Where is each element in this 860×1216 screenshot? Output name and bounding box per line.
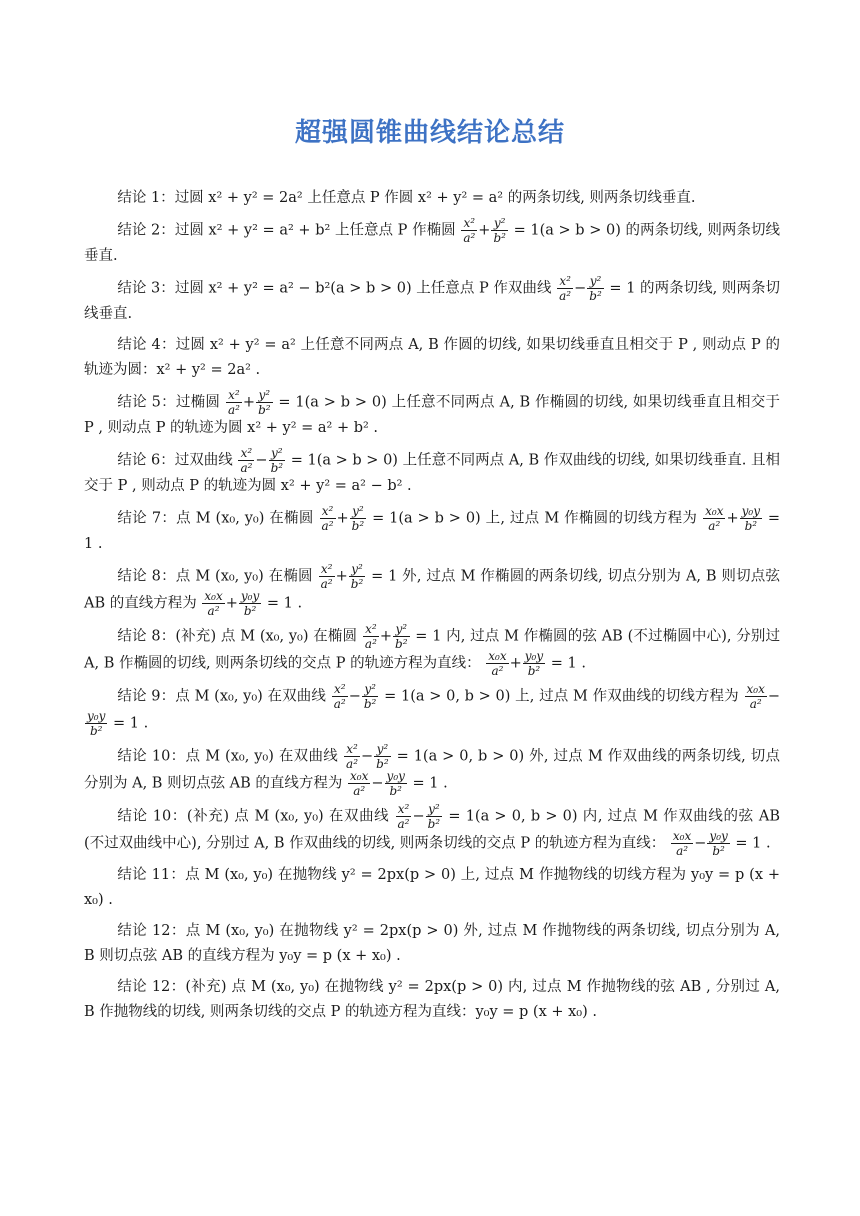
conclusion-text: = 1 . (412, 775, 448, 792)
conclusion-5: 结论 5：过椭圆 $\frac{\text{x²}}{\text{a²}}$ + $\frac{\text{y²}}{\text{b²}}$ = 1(a > b > 0) 上任意不同两点 A, B 作椭圆的切线, 如果切线垂直且相交于 P , 则动点 P 的轨迹为圆 x² + y² = a² + b² . (84, 388, 781, 436)
conclusion-label: 结论 12： (117, 923, 186, 939)
fraction-x0x-a2: $\frac{\text{x₀x}}{\text{a²}}$ (705, 504, 724, 533)
fraction-x0x-a2: $\frac{\text{x₀x}}{\text{a²}}$ (488, 649, 507, 678)
conclusion-text: 点 M (x₀, y₀) 在双曲线 (185, 748, 339, 765)
fraction-y2-b2: $\frac{\text{y²}}{\text{b²}}$ (270, 446, 284, 475)
conclusion-8: 结论 8：点 M (x₀, y₀) 在椭圆 $\frac{\text{x²}}{\text{a²}}$ + $\frac{\text{y²}}{\text{b²}}$ = 1 外, 过点 M 作椭圆的两条切线, 切点分别为 A, B 则切点弦 AB 的直线方程为 $\frac{\text{x₀x}}{\text{a²}}$ + $\frac{\text{y₀y}}{\text{b²}}$ = 1 . (84, 562, 781, 618)
fraction-x2-a2: $\frac{\text{x²}}{\text{a²}}$ (364, 622, 377, 651)
conclusion-label: 结论 12： (117, 979, 186, 995)
fraction-y2-b2: $\frac{\text{y²}}{\text{b²}}$ (363, 682, 377, 711)
fraction-x0x-a2: $\frac{\text{x₀x}}{\text{a²}}$ (204, 589, 223, 618)
fraction-y2-b2: $\frac{\text{y²}}{\text{b²}}$ (427, 802, 441, 831)
conclusion-1 (84, 186, 780, 211)
conclusion-label: 结论 11： (117, 867, 186, 883)
fraction-x2-a2: $\frac{\text{x²}}{\text{a²}}$ (240, 446, 253, 475)
conclusion-text: = 1 内, 过点 M 作椭圆的弦 AB (不过椭圆中心), 分别过 A, B 作椭圆的切线, 则两条切线的交点 P 的轨迹方程为直线： (84, 628, 781, 672)
conclusion-label: 结论 10： (117, 808, 187, 825)
fraction-y2-b2: $\frac{\text{y²}}{\text{b²}}$ (589, 274, 602, 303)
fraction-y0y-b2: $\frac{\text{y₀y}}{\text{b²}}$ (741, 504, 760, 533)
fraction-y2-b2: $\frac{\text{y²}}{\text{b²}}$ (395, 622, 408, 651)
conclusion-2: 结论 2：过圆 x² + y² = a² + b² 上任意点 P 作椭圆 $\frac{\text{x²}}{\text{a²}}$ + $\frac{\text{y²}}{\text{b²}}$ = 1(a > b > 0) 的两条切线, 则两条切线垂直. (84, 216, 781, 264)
conclusion-text: = 1(a > 0, b > 0) 上, 过点 M 作双曲线的切线方程为 (384, 688, 739, 705)
conclusion-text: 点 M (x₀, y₀) 在椭圆 (176, 510, 314, 527)
fraction-y0y-b2: $\frac{\text{y₀y}}{\text{b²}}$ (709, 829, 728, 858)
fraction-x0x-a2: $\frac{\text{x₀x}}{\text{a²}}$ (672, 829, 692, 858)
conclusion-9: 结论 9：点 M (x₀, y₀) 在双曲线 $\frac{\text{x²}}{\text{a²}}$ − $\frac{\text{y²}}{\text{b²}}$ = 1(a > 0, b > 0) 上, 过点 M 作双曲线的切线方程为 $\frac{\text{x₀x}}{\text{a²}}$ − $\frac{\text{y₀y}}{\text{b²}}$ = 1 . (87, 682, 781, 738)
fraction-x2-a2: $\frac{\text{x²}}{\text{a²}}$ (463, 216, 476, 245)
conclusion-6: 结论 6：过双曲线 $\frac{\text{x²}}{\text{a²}}$ − $\frac{\text{y²}}{\text{b²}}$ = 1(a > b > 0) 上任意不同两点 A, B 作双曲线的切线, 如果切线垂直. 且相交于 P , 则动点 P 的轨迹为圆 x² + y² = a² − b² . (84, 446, 780, 494)
conclusion-text: 点 M (x₀, y₀) 在椭圆 (175, 568, 313, 585)
conclusion-text: = 1(a > b > 0) 上任意不同两点 A, B 作双曲线的切线, 如果切线垂直. 且相交于 P , 则动点 P 的轨迹为圆 x² + y² = a² − b² . (84, 452, 780, 494)
fraction-y2-b2: $\frac{\text{y²}}{\text{b²}}$ (493, 216, 506, 245)
conclusion-11 (84, 863, 780, 913)
conclusion-text: 过椭圆 (175, 394, 221, 411)
fraction-y2-b2: $\frac{\text{y²}}{\text{b²}}$ (376, 742, 389, 771)
conclusion-text: 过圆 x² + y² = 2a² 上任意点 P 作圆 x² + y² = a² 的两条切线, 则两条切线垂直. (174, 190, 696, 206)
conclusion-label: 结论 5： (117, 394, 176, 411)
conclusion-10-supplement: 结论 10：(补充) 点 M (x₀, y₀) 在双曲线 $\frac{\text{x²}}{\text{a²}}$ − $\frac{\text{y²}}{\text{b²}}$ = 1(a > 0, b > 0) 内, 过点 M 作双曲线的弦 AB (不过双曲线中心), 分别过 A, B 作双曲线的切线, 则两条切线的交点 P 的轨迹方程为直线： $\frac{\text{x₀x}}{\text{a²}}$ − $\frac{\text{y₀y}}{\text{b²}}$ = 1 . (84, 802, 781, 858)
fraction-y2-b2: $\frac{\text{y²}}{\text{b²}}$ (258, 388, 271, 417)
conclusion-text: 过双曲线 (174, 452, 233, 469)
conclusion-label: 结论 7： (117, 510, 177, 527)
conclusion-label: 结论 1： (117, 190, 175, 206)
fraction-x2-a2: $\frac{\text{x²}}{\text{a²}}$ (320, 562, 333, 591)
fraction-y2-b2: $\frac{\text{y²}}{\text{b²}}$ (351, 504, 365, 533)
conclusion-label: 结论 4： (117, 337, 176, 353)
conclusion-text: (补充) 点 M (x₀, y₀) 在抛物线 y² = 2px(p > 0) 内, 过点 M 作抛物线的弦 AB , 分别过 A, B 作抛物线的切线, 则两条切线的交点 P 的轨迹方程为直线：y₀y = p (x + x₀) . (84, 979, 781, 1020)
conclusion-text: = 1 . (266, 595, 303, 612)
conclusion-12 (84, 919, 780, 969)
conclusion-text: = 1(a > b > 0) 上, 过点 M 作椭圆的切线方程为 (372, 510, 698, 527)
conclusion-4 (84, 333, 780, 383)
conclusion-text: = 1 . (84, 510, 781, 552)
conclusion-text: = 1(a > 0, b > 0) 外, 过点 M 作双曲线的两条切线, 切点分别为 A, B 则切点弦 AB 的直线方程为 (84, 748, 781, 792)
conclusion-text: = 1(a > 0, b > 0) 内, 过点 M 作双曲线的弦 AB (不过双曲线中心), 分别过 A, B 作双曲线的切线, 则两条切线的交点 P 的轨迹方程为直线： (84, 808, 781, 852)
conclusion-8-supplement: 结论 8：(补充) 点 M (x₀, y₀) 在椭圆 $\frac{\text{x²}}{\text{a²}}$ + $\frac{\text{y²}}{\text{b²}}$ = 1 内, 过点 M 作椭圆的弦 AB (不过椭圆中心), 分别过 A, B 作椭圆的切线, 则两条切线的交点 P 的轨迹方程为直线： $\frac{\text{x₀x}}{\text{a²}}$ + $\frac{\text{y₀y}}{\text{b²}}$ = 1 . (84, 622, 781, 678)
conclusion-text: 点 M (x₀, y₀) 在双曲线 (175, 688, 327, 705)
fraction-x0x-a2: $\frac{\text{x₀x}}{\text{a²}}$ (350, 769, 369, 798)
conclusion-text: (补充) 点 M (x₀, y₀) 在双曲线 (186, 808, 390, 825)
conclusion-text: = 1 . (112, 715, 149, 732)
conclusion-text: 点 M (x₀, y₀) 在抛物线 y² = 2px(p > 0) 外, 过点 M 作抛物线的两条切线, 切点分别为 A, B 则切点弦 AB 的直线方程为 y₀y = p (x + x₀) . (84, 923, 780, 964)
conclusion-label: 结论 2： (117, 222, 175, 239)
fraction-y0y-b2: $\frac{\text{y₀y}}{\text{b²}}$ (386, 769, 405, 798)
conclusion-label: 结论 9： (117, 688, 176, 705)
fraction-y2-b2: $\frac{\text{y²}}{\text{b²}}$ (350, 562, 364, 591)
conclusion-text: = 1 . (550, 655, 586, 672)
fraction-y0y-b2: $\frac{\text{y₀y}}{\text{b²}}$ (87, 709, 106, 738)
fraction-x2-a2: $\frac{\text{x²}}{\text{a²}}$ (346, 742, 359, 771)
fraction-x2-a2: $\frac{\text{x²}}{\text{a²}}$ (227, 388, 240, 417)
conclusion-text: = 1 外, 过点 M 作椭圆的两条切线, 切点分别为 A, B 则切点弦 AB 的直线方程为 (84, 568, 781, 612)
conclusion-text: = 1 的两条切线, 则两条切线垂直. (84, 280, 781, 322)
conclusion-label: 结论 8： (117, 628, 176, 645)
conclusion-text: 过圆 x² + y² = a² 上任意不同两点 A, B 作圆的切线, 如果切线垂直且相交于 P , 则动点 P 的轨迹为圆：x² + y² = 2a² . (84, 337, 780, 378)
fraction-x2-a2: $\frac{\text{x²}}{\text{a²}}$ (333, 682, 346, 711)
conclusion-list (84, 186, 780, 1031)
conclusion-text: 点 M (x₀, y₀) 在抛物线 y² = 2px(p > 0) 上, 过点 M 作抛物线的切线方程为 y₀y = p (x + x₀) . (84, 867, 780, 908)
conclusion-label: 结论 8： (117, 568, 176, 585)
conclusion-text: = 1(a > b > 0) 的两条切线, 则两条切线垂直. (84, 222, 781, 264)
fraction-x2-a2: $\frac{\text{x²}}{\text{a²}}$ (559, 274, 572, 303)
conclusion-text: 过圆 x² + y² = a² + b² 上任意点 P 作椭圆 (174, 222, 456, 239)
conclusion-12-supplement (84, 975, 780, 1025)
conclusion-text: = 1 . (735, 835, 771, 852)
fraction-x2-a2: $\frac{\text{x²}}{\text{a²}}$ (321, 504, 334, 533)
fraction-y0y-b2: $\frac{\text{y₀y}}{\text{b²}}$ (240, 589, 260, 618)
fraction-x0x-a2: $\frac{\text{x₀x}}{\text{a²}}$ (746, 682, 765, 711)
conclusion-7: 结论 7：点 M (x₀, y₀) 在椭圆 $\frac{\text{x²}}{\text{a²}}$ + $\frac{\text{y²}}{\text{b²}}$ = 1(a > b > 0) 上, 过点 M 作椭圆的切线方程为 $\frac{\text{x₀x}}{\text{a²}}$ + $\frac{\text{y₀y}}{\text{b²}}$ = 1 . (84, 504, 781, 552)
fraction-y0y-b2: $\frac{\text{y₀y}}{\text{b²}}$ (524, 649, 544, 678)
page-title: 超强圆锥曲线结论总结 (294, 118, 565, 148)
conclusion-10: 结论 10：点 M (x₀, y₀) 在双曲线 $\frac{\text{x²}}{\text{a²}}$ − $\frac{\text{y²}}{\text{b²}}$ = 1(a > 0, b > 0) 外, 过点 M 作双曲线的两条切线, 切点分别为 A, B 则切点弦 AB 的直线方程为 $\frac{\text{x₀x}}{\text{a²}}$ − $\frac{\text{y₀y}}{\text{b²}}$ = 1 . (84, 742, 781, 798)
conclusion-text: = 1(a > b > 0) 上任意不同两点 A, B 作椭圆的切线, 如果切线垂直且相交于 P , 则动点 P 的轨迹为圆 x² + y² = a² + b² . (84, 394, 781, 436)
conclusion-label: 结论 3： (117, 280, 175, 297)
conclusion-text: 过圆 x² + y² = a² − b²(a > b > 0) 上任意点 P 作双曲线 (174, 280, 552, 297)
conclusion-label: 结论 10： (117, 748, 186, 765)
fraction-x2-a2: $\frac{\text{x²}}{\text{a²}}$ (397, 802, 410, 831)
conclusion-3: 结论 3：过圆 x² + y² = a² − b²(a > b > 0) 上任意点 P 作双曲线 $\frac{\text{x²}}{\text{a²}}$ − $\frac{\text{y²}}{\text{b²}}$ = 1 的两条切线, 则两条切线垂直. (84, 274, 781, 322)
conclusion-text: (补充) 点 M (x₀, y₀) 在椭圆 (175, 628, 358, 645)
conclusion-label: 结论 6： (117, 452, 175, 469)
